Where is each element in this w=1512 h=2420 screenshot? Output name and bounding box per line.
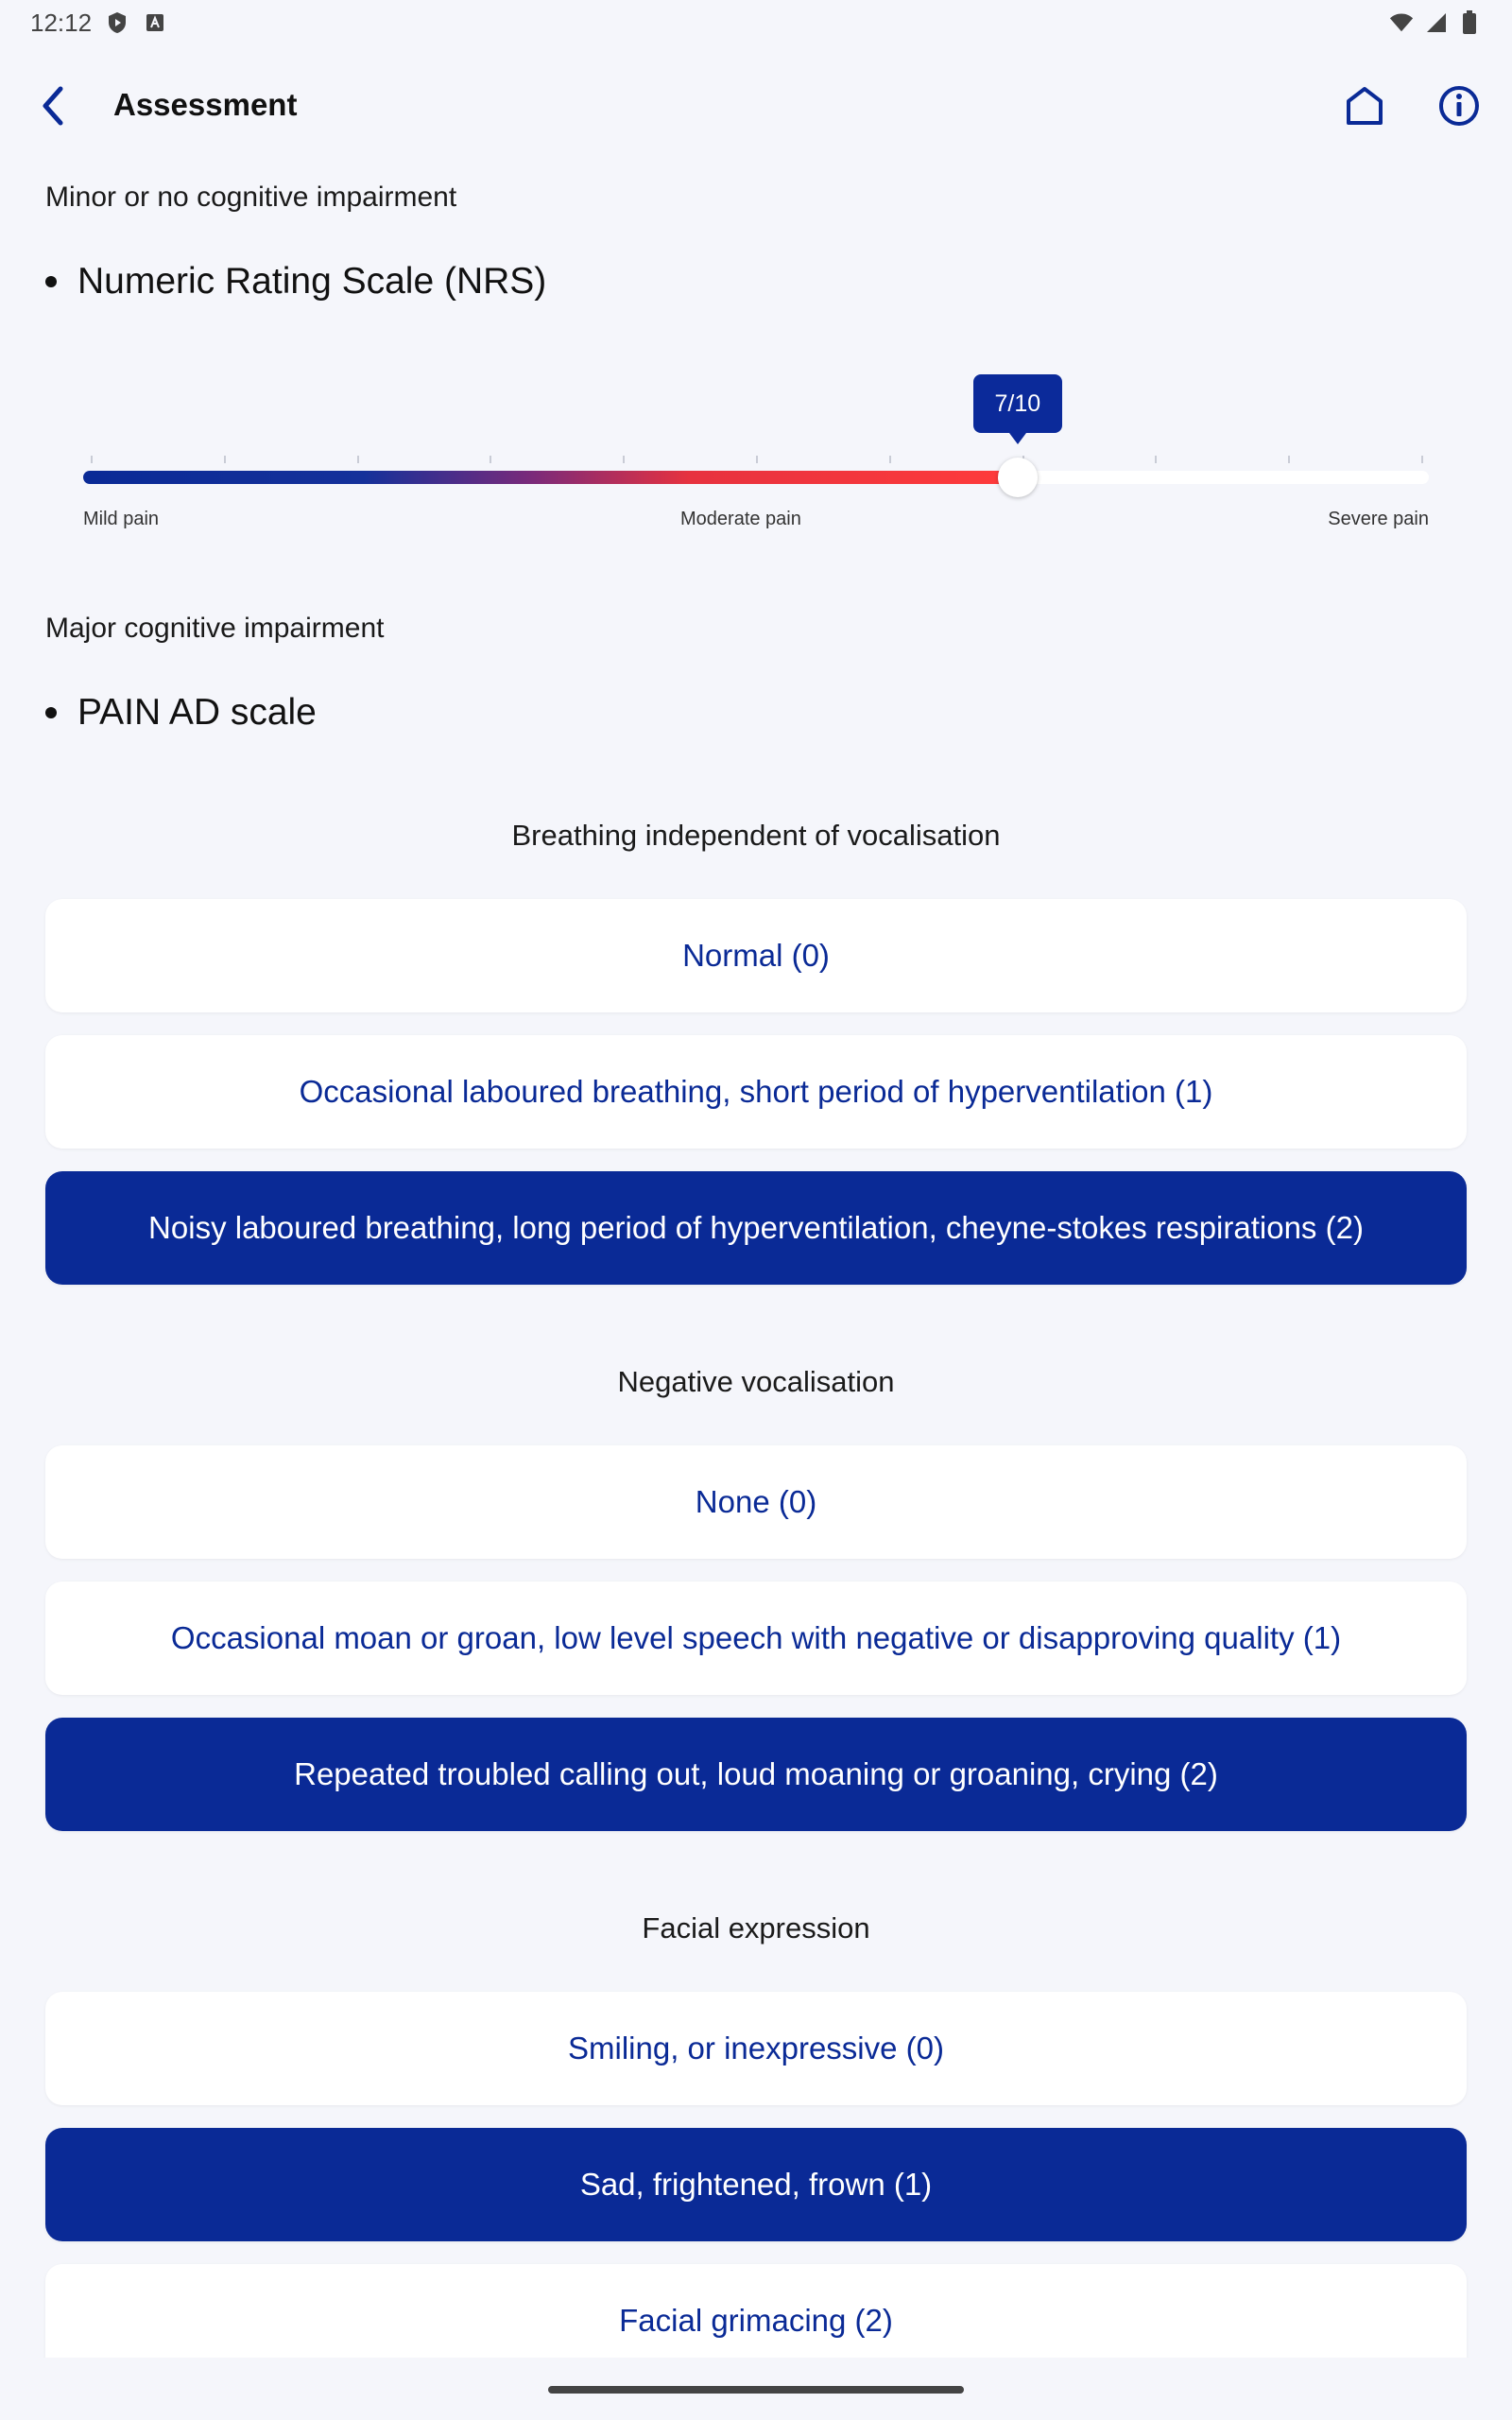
- info-button[interactable]: [1435, 81, 1484, 130]
- group-title-facial: Facial expression: [642, 1911, 870, 1945]
- option-facial-0[interactable]: Smiling, or inexpressive (0): [45, 1992, 1467, 2105]
- back-button[interactable]: [32, 85, 74, 127]
- option-vocalisation-0[interactable]: None (0): [45, 1445, 1467, 1559]
- wifi-icon: [1389, 10, 1414, 35]
- status-time: 12:12: [30, 8, 93, 37]
- option-breathing-2[interactable]: Noisy laboured breathing, long period of hyperventilation, cheyne-stokes respirations (2): [45, 1171, 1467, 1285]
- slider-value-tooltip: 7/10: [973, 374, 1062, 433]
- shield-play-icon: [105, 10, 129, 35]
- slider-label-moderate: Moderate pain: [680, 509, 801, 529]
- slider-fill: [83, 471, 1018, 484]
- home-indicator[interactable]: [548, 2386, 964, 2394]
- option-facial-2[interactable]: Facial grimacing (2): [45, 2264, 1467, 2377]
- signal-icon: [1423, 10, 1448, 35]
- slider-tick: [1288, 456, 1290, 463]
- group-title-breathing: Breathing independent of vocalisation: [511, 819, 1001, 852]
- slider-tick: [756, 456, 758, 463]
- option-vocalisation-1[interactable]: Occasional moan or groan, low level speech with negative or disapproving quality (1): [45, 1582, 1467, 1695]
- slider-label-mild: Mild pain: [83, 509, 160, 529]
- info-icon: [1437, 84, 1481, 128]
- home-button[interactable]: [1340, 81, 1389, 130]
- pain-ad-scale-name: PAIN AD scale: [77, 692, 317, 733]
- pain-slider[interactable]: [83, 369, 1429, 539]
- slider-tick: [623, 456, 625, 463]
- battery-icon: [1457, 10, 1482, 35]
- slider-tick: [224, 456, 226, 463]
- status-bar: [0, 0, 1512, 45]
- option-vocalisation-2[interactable]: Repeated troubled calling out, loud moaning or groaning, crying (2): [45, 1718, 1467, 1831]
- minor-impairment-label: Minor or no cognitive impairment: [45, 182, 457, 213]
- slider-thumb[interactable]: [998, 458, 1038, 497]
- option-facial-1[interactable]: Sad, frightened, frown (1): [45, 2128, 1467, 2241]
- slider-tick: [91, 456, 93, 463]
- bullet-dot: [45, 276, 57, 287]
- chevron-left-icon: [40, 85, 66, 127]
- slider-tick: [1421, 456, 1423, 463]
- group-title-vocalisation: Negative vocalisation: [617, 1365, 895, 1398]
- font-a-icon: [143, 10, 167, 35]
- nrs-bullet: [45, 261, 546, 302]
- slider-tick: [357, 456, 359, 463]
- slider-label-severe: Severe pain: [1328, 509, 1429, 529]
- slider-tick: [1155, 456, 1157, 463]
- option-breathing-0[interactable]: Normal (0): [45, 899, 1467, 1012]
- app-bar: [0, 68, 1512, 144]
- option-breathing-1[interactable]: Occasional laboured breathing, short period of hyperventilation (1): [45, 1035, 1467, 1149]
- nrs-scale-name: Numeric Rating Scale (NRS): [77, 261, 547, 302]
- home-icon: [1344, 85, 1385, 127]
- bullet-dot: [45, 707, 57, 718]
- page-title: Assessment: [113, 87, 298, 122]
- slider-tick: [889, 456, 891, 463]
- pain-ad-bullet: [45, 692, 317, 734]
- slider-tick: [490, 456, 491, 463]
- major-impairment-label: Major cognitive impairment: [45, 613, 385, 644]
